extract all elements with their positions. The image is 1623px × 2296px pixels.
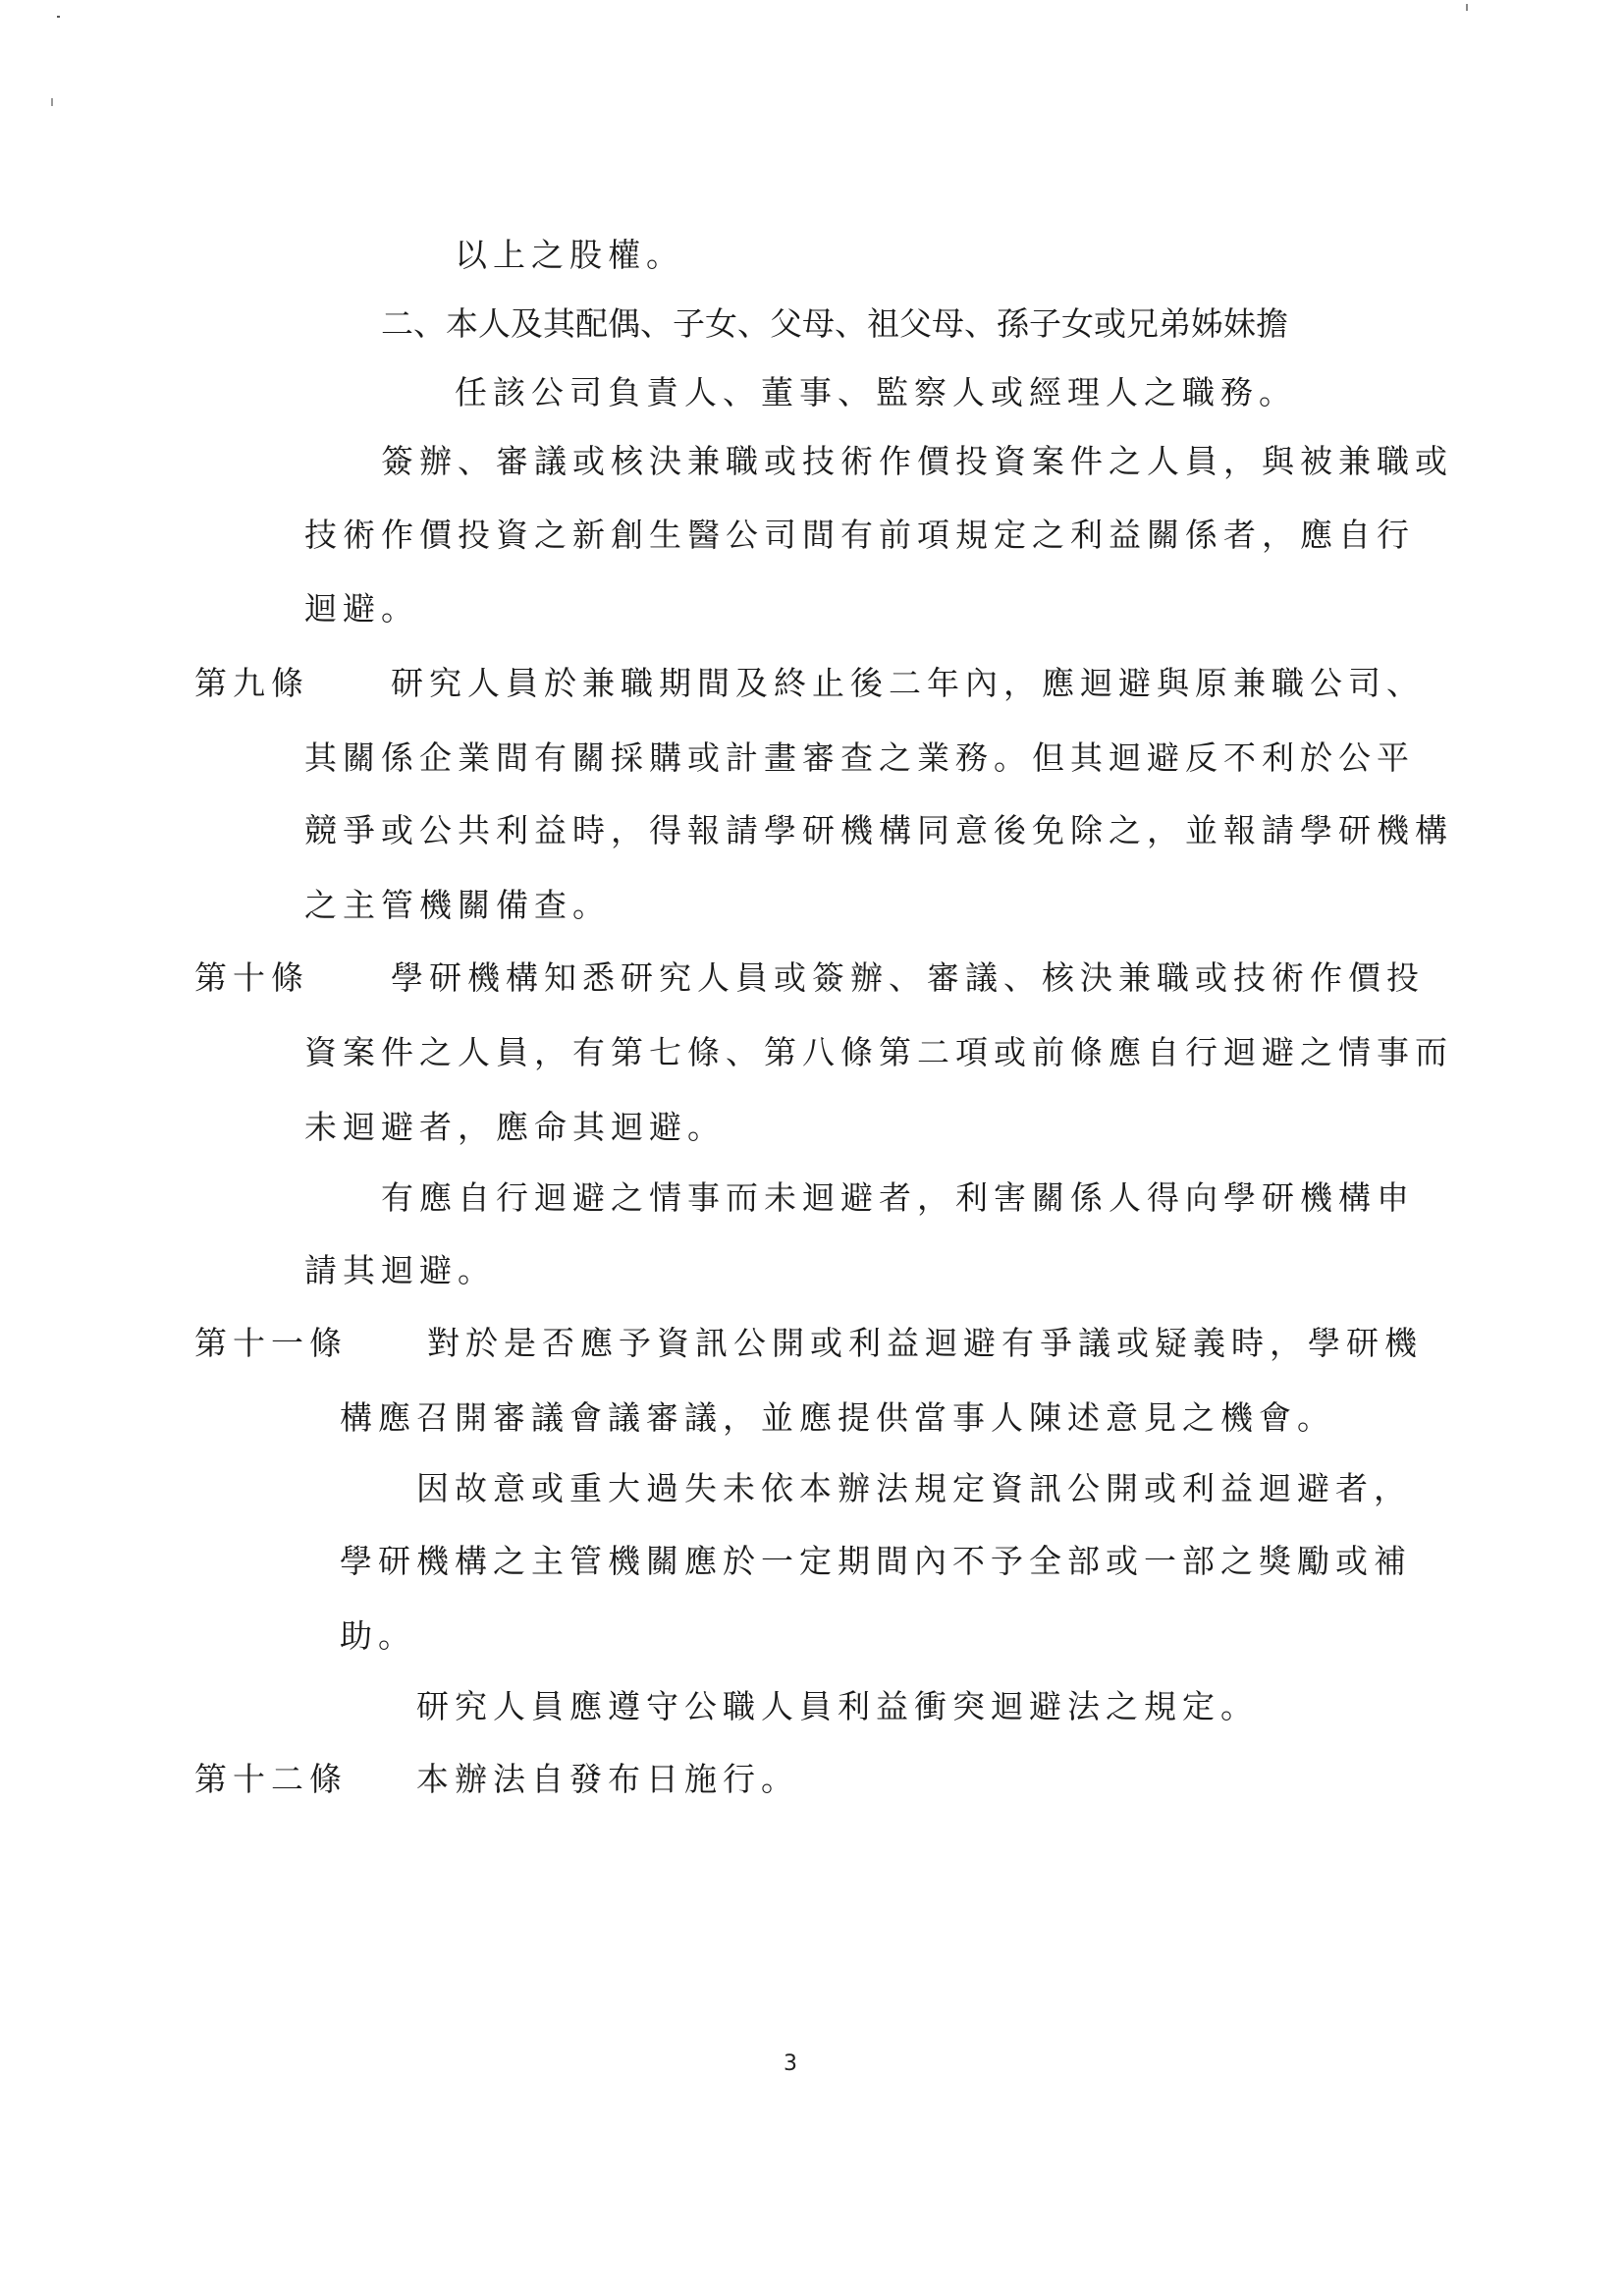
- paragraph-line: 構應召開審議會議審議，並應提供當事人陳述意見之機會。: [340, 1398, 1335, 1437]
- paragraph-line: 之主管機關備查。: [304, 886, 611, 924]
- paragraph-line: 競爭或公共利益時，得報請學研機構同意後免除之，並報請學研機構: [304, 811, 1453, 849]
- paragraph-line: 研究人員於兼職期間及終止後二年內，應迴避與原兼職公司、: [391, 664, 1425, 702]
- paragraph-line: 研究人員應遵守公職人員利益衝突迴避法之規定。: [416, 1687, 1259, 1725]
- paragraph-line: 本辦法自發布日施行。: [416, 1760, 799, 1798]
- paragraph-line: 未迴避者，應命其迴避。: [304, 1108, 726, 1146]
- paragraph-line: [381, 304, 1384, 344]
- paragraph-line: 迴避。: [304, 589, 419, 628]
- article-label: 第十條: [194, 958, 309, 997]
- paragraph-line: 簽辦、審議或核決兼職或技術作價投資案件之人員，與被兼職或: [381, 442, 1453, 480]
- paragraph-line: 資案件之人員，有第七條、第八條第二項或前條應自行迴避之情事而: [304, 1033, 1453, 1071]
- paragraph-line: 對於是否應予資訊公開或利益迴避有爭議或疑義時，學研機: [427, 1324, 1423, 1362]
- paragraph-line: 以上之股權。: [455, 236, 684, 274]
- paragraph-line: 其關係企業間有關採購或計畫審查之業務。但其迴避反不利於公平: [304, 738, 1415, 777]
- page-number: 3: [784, 2051, 797, 2076]
- paragraph-line: 有應自行迴避之情事而未迴避者，利害關係人得向學研機構申: [381, 1178, 1415, 1217]
- article-label: 第十一條: [194, 1324, 348, 1362]
- scan-speck: [51, 98, 53, 106]
- article-label: 第九條: [194, 664, 309, 702]
- paragraph-line: 學研機構知悉研究人員或簽辦、審議、核決兼職或技術作價投: [391, 958, 1425, 997]
- paragraph-line: 學研機構之主管機關應於一定期間內不予全部或一部之獎勵或補: [340, 1542, 1412, 1580]
- line-text: 二、本人及其配偶、子女、父母、祖父母、孫子女或兄弟姊妹擔: [381, 304, 1288, 343]
- paragraph-line: 因故意或重大過失未依本辦法規定資訊公開或利益迴避者，: [416, 1469, 1412, 1507]
- paragraph-line: 技術作價投資之新創生醫公司間有前項規定之利益關係者，應自行: [304, 516, 1415, 554]
- article-label: 第十二條: [194, 1760, 348, 1798]
- paragraph-line: 任該公司負責人、董事、監察人或經理人之職務。: [455, 373, 1297, 411]
- paragraph-line: 助。: [340, 1616, 416, 1655]
- scan-speck: [1466, 4, 1468, 11]
- paragraph-line: 請其迴避。: [304, 1251, 496, 1289]
- scan-speck: [57, 16, 60, 18]
